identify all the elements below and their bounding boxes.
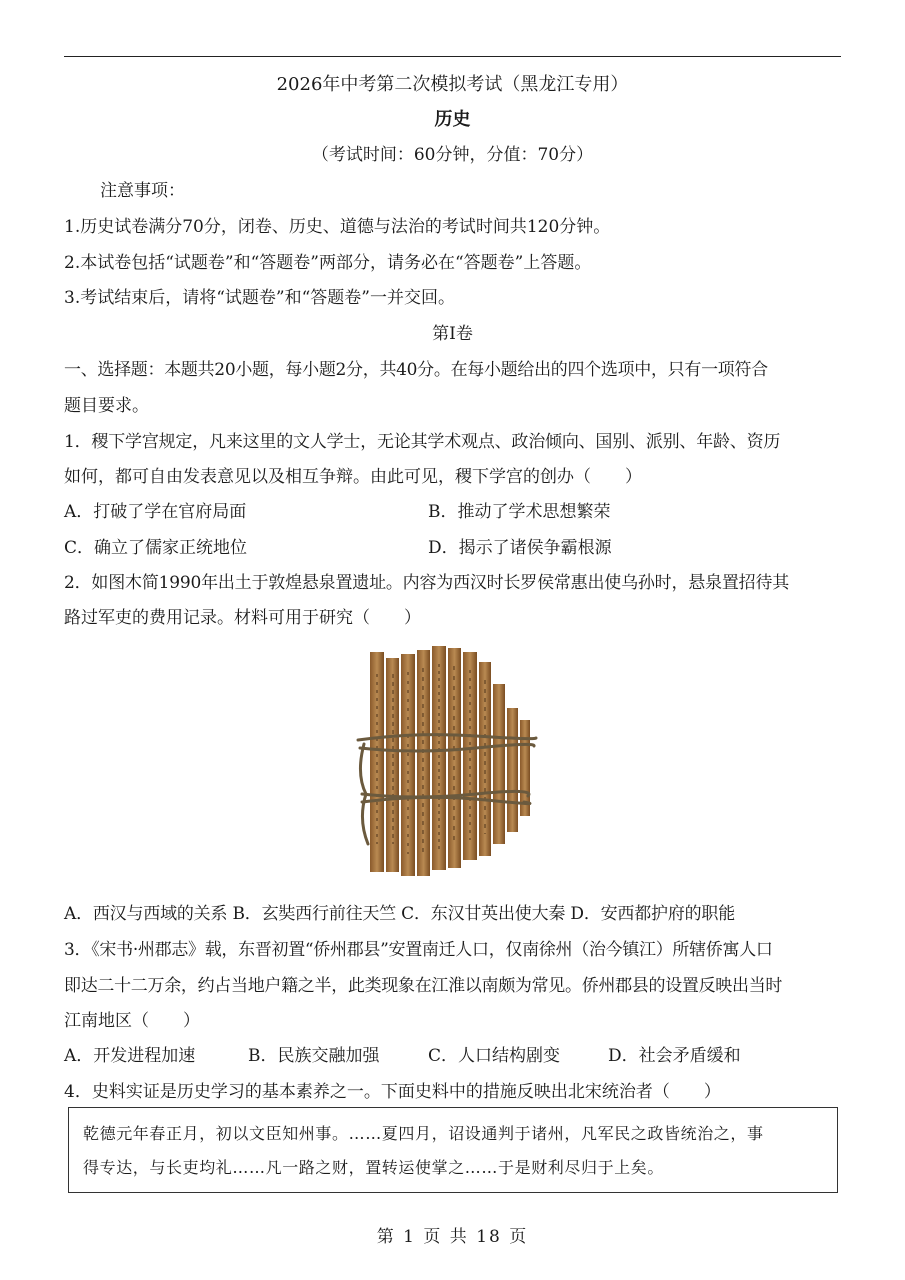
exam-title: 2026年中考第二次模拟考试（黑龙江专用） [276, 74, 629, 95]
q3-option-a: A．开发进程加速 [64, 1046, 196, 1066]
top-rule [64, 56, 841, 57]
page-footer: 第 1 页 共 18 页 [376, 1227, 529, 1247]
notice-heading: 注意事项： [100, 181, 185, 201]
q3-stem-line3: 江南地区（ ） [64, 1011, 200, 1031]
notice-item-3: 3.考试结束后，请将“试题卷”和“答题卷”一并交回。 [64, 288, 455, 308]
exam-info: （考试时间：60分钟，分值：70分） [311, 145, 594, 165]
q4-stem: 4．史料实证是历史学习的基本素养之一。下面史料中的措施反映出北宋统治者（ ） [64, 1082, 721, 1102]
q3-stem-line2: 即达二十二万余，约占当地户籍之半，此类现象在江淮以南颇为常见。侨州郡县的设置反映出当时 [64, 976, 783, 996]
q4-source-line2: 得专达，与长吏均礼……凡一路之财，置转运使掌之……于是财利尽归于上矣。 [83, 1158, 665, 1177]
q2-stem-line1: 2．如图木简1990年出土于敦煌悬泉置遗址。内容为西汉时长罗侯常惠出使乌孙时，悬泉置招待其 [64, 573, 790, 593]
q1-option-a: A．打破了学在官府局面 [64, 502, 247, 522]
q1-option-d: D．揭示了诸侯争霸根源 [428, 538, 612, 558]
notice-item-2: 2.本试卷包括“试题卷”和“答题卷”两部分，请务必在“答题卷”上答题。 [64, 253, 592, 273]
section-instructions-line2: 题目要求。 [64, 396, 149, 416]
q3-stem-line1: 3．《宋书·州郡志》载，东晋初置“侨州郡县”安置南迁人口，仅南徐州（治今镇江）所辖侨寓人口 [64, 940, 773, 960]
q3-option-d: D．社会矛盾缓和 [608, 1046, 741, 1066]
q4-source-box [68, 1107, 838, 1193]
q2-options: A．西汉与西域的关系 B．玄奘西行前往天竺 C．东汉甘英出使大秦 D．安西都护府的职能 [64, 904, 736, 924]
q1-stem-line1: 1．稷下学宫规定，凡来这里的文人学士，无论其学术观点、政治倾向、国别、派别、年龄、资历 [64, 432, 781, 452]
section-instructions-line1: 一、选择题：本题共20小题，每小题2分，共40分。在每小题给出的四个选项中，只有一项符合 [64, 360, 768, 380]
q4-source-line1: 乾德元年春正月，初以文臣知州事。……夏四月，诏设通判于诸州，凡军民之政皆统治之，事 [83, 1124, 764, 1143]
q3-option-c: C．人口结构剧变 [428, 1046, 561, 1066]
volume-label: 第Ⅰ卷 [432, 324, 473, 344]
q1-stem-line2: 如何，都可自由发表意见以及相互争辩。由此可见，稷下学宫的创办（ ） [64, 467, 642, 487]
q1-option-b: B．推动了学术思想繁荣 [428, 502, 611, 522]
q1-option-c: C．确立了儒家正统地位 [64, 538, 248, 558]
bamboo-slips-image [356, 644, 546, 880]
q2-stem-line2: 路过军吏的费用记录。材料可用于研究（ ） [64, 608, 421, 628]
notice-item-1: 1.历史试卷满分70分，闭卷、历史、道德与法治的考试时间共120分钟。 [64, 217, 611, 237]
subject-title: 历史 [434, 109, 471, 130]
q3-option-b: B．民族交融加强 [248, 1046, 380, 1066]
